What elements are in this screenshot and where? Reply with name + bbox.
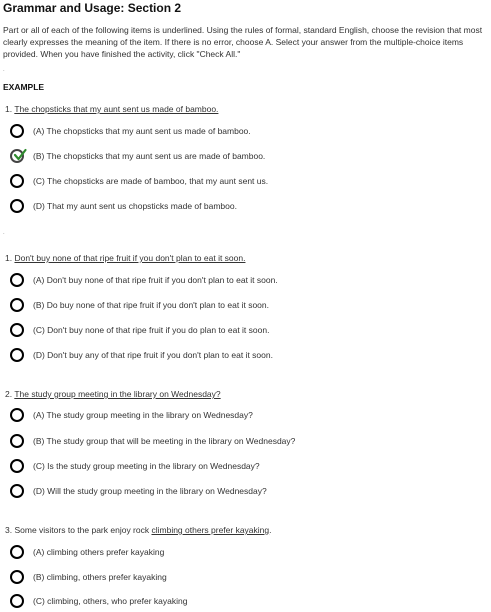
example-option-d[interactable] (10, 199, 470, 217)
question-1-option-a[interactable] (10, 273, 470, 291)
option-label: (C) Is the study group meeting in the library on Wednesday? (33, 461, 260, 471)
example-question-number: 1. (5, 104, 13, 114)
question-3 (5, 525, 272, 535)
radio-button[interactable] (10, 484, 24, 498)
question-3-option-b[interactable] (10, 570, 470, 588)
example-option-b[interactable] (10, 149, 470, 167)
question-1-option-d[interactable] (10, 348, 470, 366)
separator-dot: . (3, 230, 5, 236)
radio-button[interactable] (10, 459, 24, 473)
question-number: 2. (5, 389, 13, 399)
example-question (5, 104, 218, 114)
question-underlined-text: Don't buy none of that ripe fruit if you don't plan to eat it soon. (14, 253, 246, 263)
option-label: (B) Do buy none of that ripe fruit if you don't plan to eat it soon. (33, 300, 269, 310)
question-2-option-c[interactable] (10, 459, 470, 477)
option-label: (C) The chopsticks are made of bamboo, that my aunt sent us. (33, 176, 269, 186)
example-underlined-text: The chopsticks that my aunt sent us made of bamboo. (14, 104, 219, 114)
option-label: (B) climbing, others prefer kayaking (33, 572, 167, 582)
option-label: (D) Don't buy any of that ripe fruit if you don't plan to eat it soon. (33, 350, 273, 360)
option-label: (A) The study group meeting in the library on Wednesday? (33, 410, 253, 420)
option-label: (C) Don't buy none of that ripe fruit if you do plan to eat it soon. (33, 325, 270, 335)
radio-button[interactable] (10, 434, 24, 448)
question-number: 1. (5, 253, 13, 263)
radio-button[interactable] (10, 273, 24, 287)
option-label: (A) Don't buy none of that ripe fruit if you don't plan to eat it soon. (33, 275, 278, 285)
separator-dot: . (3, 67, 5, 73)
option-label: (D) That my aunt sent us chopsticks made of bamboo. (33, 201, 237, 211)
radio-button[interactable] (10, 199, 24, 213)
question-1-option-b[interactable] (10, 298, 470, 316)
radio-button[interactable] (10, 348, 24, 362)
radio-button[interactable] (10, 408, 24, 422)
option-label: (D) Will the study group meeting in the library on Wednesday? (33, 486, 267, 496)
page-title: Grammar and Usage: Section 2 (3, 1, 182, 15)
instructions-text: Part or all of each of the following items is underlined. Using the rules of formal, standard English, choose the revision that most clearly expresses the meaning of the item. If there is no error, choose A. Select your answer from the multiple-choice items provided. When you have finished the activity, click "Check All." (3, 25, 483, 59)
radio-button[interactable] (10, 594, 24, 608)
option-label: (A) climbing others prefer kayaking (33, 547, 165, 557)
question-3-option-c[interactable] (10, 594, 470, 612)
radio-button[interactable] (10, 124, 24, 138)
question-1-option-c[interactable] (10, 323, 470, 341)
question-2-option-b[interactable] (10, 434, 470, 452)
question-2-option-a[interactable] (10, 408, 470, 426)
question-underlined-text: climbing others prefer kayaking (151, 525, 270, 535)
radio-button[interactable] (10, 298, 24, 312)
radio-button-selected[interactable] (10, 149, 24, 163)
question-1 (5, 253, 245, 263)
radio-button[interactable] (10, 174, 24, 188)
option-label: (B) The study group that will be meeting in the library on Wednesday? (33, 436, 296, 446)
question-3-option-a[interactable] (10, 545, 470, 563)
checkmark-icon (13, 148, 27, 162)
option-label: (B) The chopsticks that my aunt sent us are made of bamboo. (33, 151, 266, 161)
question-underlined-text: The study group meeting in the library on Wednesday? (14, 389, 221, 399)
radio-button[interactable] (10, 545, 24, 559)
question-number: 3. (5, 525, 13, 535)
example-heading: EXAMPLE (3, 82, 45, 92)
example-option-c[interactable] (10, 174, 470, 192)
question-2-option-d[interactable] (10, 484, 470, 502)
question-prefix-text: Some visitors to the park enjoy rock (14, 525, 152, 535)
radio-button[interactable] (10, 323, 24, 337)
question-suffix-text: . (269, 525, 272, 535)
option-label: (A) The chopsticks that my aunt sent us made of bamboo. (33, 126, 251, 136)
option-label: (C) climbing, others, who prefer kayaking (33, 596, 188, 606)
example-option-a[interactable] (10, 124, 470, 142)
radio-button[interactable] (10, 570, 24, 584)
question-2 (5, 389, 221, 399)
